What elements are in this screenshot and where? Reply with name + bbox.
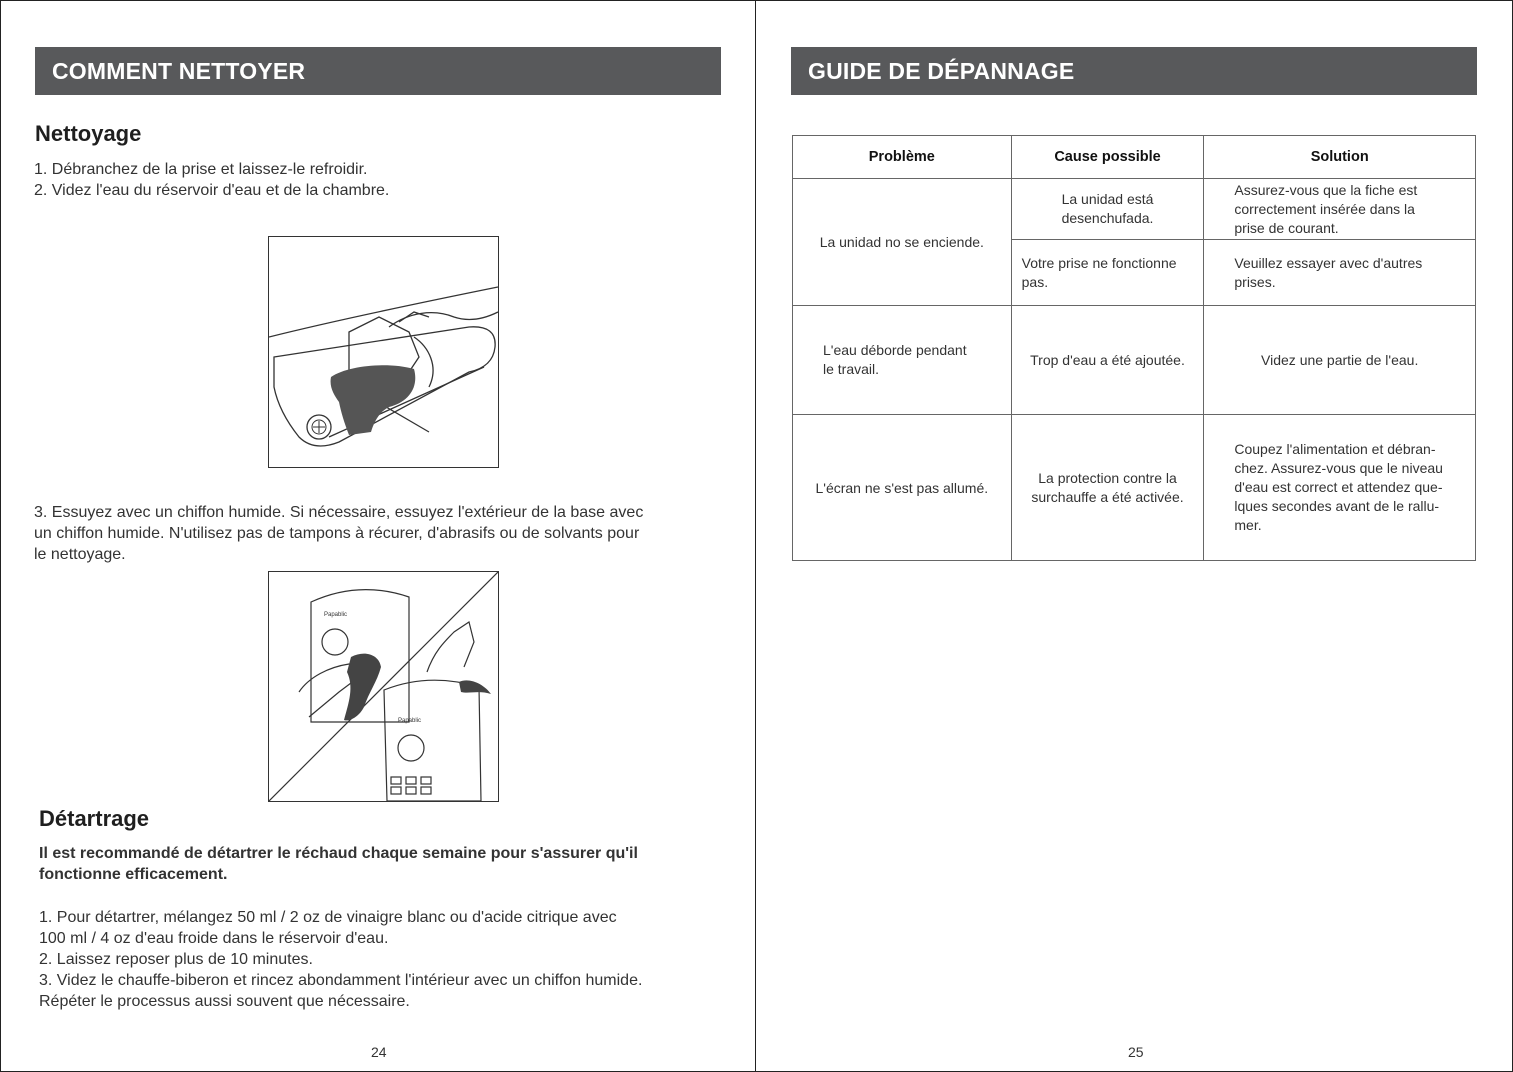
- cause-line: La protection contre la: [1038, 469, 1177, 486]
- table-header-row: [793, 136, 1476, 179]
- cause-line: La unidad está: [1061, 191, 1154, 207]
- cleaning-step-1: 1. Débranchez de la prise et laissez-le refroidir.: [34, 161, 368, 178]
- troubleshooting-table: [792, 135, 1476, 561]
- solution-line: Veuillez essayer avec d'autres: [1234, 254, 1423, 271]
- brand-logo-mark-2: Papablic: [398, 718, 422, 724]
- column-header-cause: Cause possible: [1011, 136, 1204, 179]
- solution-line: lques secondes avant de le rallu-: [1234, 498, 1440, 514]
- solution-line: correctement insérée dans la: [1234, 200, 1415, 217]
- cause-line: pas.: [1021, 273, 1049, 290]
- page-24: [0, 0, 755, 1072]
- descaling-step-1-line-2: 100 ml / 4 oz d'eau froide dans le réservoir d'eau.: [39, 930, 389, 947]
- solution-text: Videz une partie de l'eau.: [1261, 352, 1419, 368]
- descaling-step-1-line-1: 1. Pour détartrer, mélangez 50 ml / 2 oz de vinaigre blanc ou d'acide citrique avec: [39, 909, 617, 926]
- solution-line: d'eau est correct et attendez que-: [1234, 479, 1443, 495]
- descaling-step-3-line-2: Répéter le processus aussi souvent que nécessaire.: [39, 993, 410, 1010]
- descaling-intro-line-1: Il est recommandé de détartrer le réchaud chaque semaine pour s'assurer qu'il: [39, 845, 638, 862]
- illustration-wiping-unit: [268, 571, 499, 802]
- cause-line: surchauffe a été activée.: [1031, 488, 1184, 505]
- problem-line: L'eau déborde pendant: [823, 342, 967, 358]
- solution-line: chez. Assurez-vous que le niveau: [1234, 460, 1443, 476]
- emptying-chamber-drawing: [269, 237, 498, 467]
- cause-line: desenchufada.: [1061, 210, 1154, 226]
- descaling-step-2: 2. Laissez reposer plus de 10 minutes.: [39, 951, 313, 968]
- solution-cell: [1204, 240, 1476, 306]
- cleaning-step-2: 2. Videz l'eau du réservoir d'eau et de la chambre.: [34, 182, 390, 199]
- cause-cell: [1011, 306, 1204, 415]
- solution-cell: [1204, 179, 1476, 240]
- table-row: [793, 306, 1476, 415]
- page-number: 25: [1128, 1044, 1144, 1060]
- solution-line: Coupez l'alimentation et débran-: [1234, 441, 1436, 457]
- problem-line: le travail.: [823, 361, 880, 377]
- cause-text: Trop d'eau a été ajoutée.: [1030, 352, 1185, 368]
- table-row: [793, 415, 1476, 561]
- section-banner-troubleshooting: GUIDE DE DÉPANNAGE: [791, 47, 1477, 95]
- solution-line: mer.: [1234, 517, 1262, 533]
- cause-cell: [1011, 240, 1204, 306]
- problem-cell: [793, 415, 1012, 561]
- column-header-problem: Problème: [793, 136, 1012, 179]
- page-25: [756, 0, 1513, 1072]
- column-header-solution: Solution: [1204, 136, 1476, 179]
- solution-cell: [1204, 306, 1476, 415]
- problem-text: La unidad no se enciende.: [819, 234, 984, 250]
- solution-cell: [1204, 415, 1476, 561]
- descaling-step-3-line-1: 3. Videz le chauffe-biberon et rincez abondamment l'intérieur avec un chiffon humide.: [39, 972, 643, 989]
- heading-detartrage: Détartrage: [39, 806, 150, 831]
- descaling-intro-line-2: fonctionne efficacement.: [39, 866, 228, 883]
- section-banner-cleaning: COMMENT NETTOYER: [35, 47, 721, 95]
- cleaning-step-3-line-2: un chiffon humide. N'utilisez pas de tampons à récurer, d'abrasifs ou de solvants pour: [34, 525, 640, 542]
- solution-line: prises.: [1234, 273, 1276, 290]
- cause-cell: [1011, 179, 1204, 240]
- cleaning-step-3-line-1: 3. Essuyez avec un chiffon humide. Si nécessaire, essuyez l'extérieur de la base avec: [34, 504, 644, 521]
- problem-cell: [793, 179, 1012, 306]
- solution-line: prise de courant.: [1234, 219, 1339, 236]
- cause-cell: [1011, 415, 1204, 561]
- wiping-unit-drawing: [269, 572, 498, 801]
- table-row: [793, 179, 1476, 240]
- cause-line: Votre prise ne fonctionne: [1021, 254, 1177, 271]
- brand-logo-mark: Papablic: [324, 612, 348, 618]
- cleaning-step-3-line-3: le nettoyage.: [34, 546, 126, 563]
- problem-cell: [793, 306, 1012, 415]
- solution-line: Assurez-vous que la fiche est: [1234, 181, 1418, 198]
- page-number: 24: [371, 1044, 387, 1060]
- problem-text: L'écran ne s'est pas allumé.: [815, 479, 989, 496]
- illustration-emptying-chamber: [268, 236, 499, 468]
- heading-nettoyage: Nettoyage: [35, 121, 142, 146]
